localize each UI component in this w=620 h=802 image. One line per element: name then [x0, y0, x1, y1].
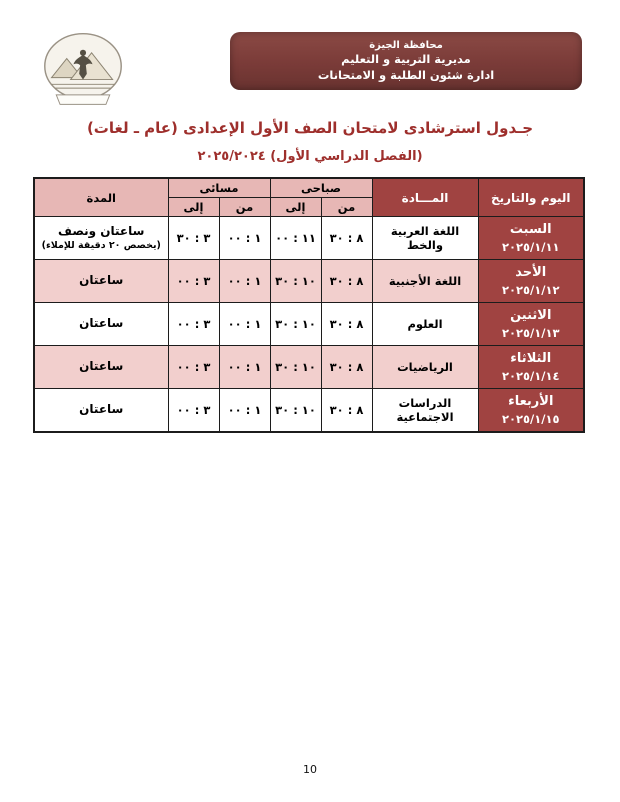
day-date-cell	[478, 303, 584, 346]
day-name: الأربعاء	[508, 393, 554, 409]
duration-cell	[34, 217, 168, 260]
banner-governorate: محافظة الجيزة	[369, 39, 443, 51]
day-date-cell	[478, 217, 584, 260]
col-header-day-date: اليوم والتاريخ	[478, 178, 584, 217]
banner-administration: ادارة شئون الطلبة و الامتحانات	[317, 67, 495, 82]
schedule-row-tuesday	[34, 346, 584, 389]
duration-text: ساعتان	[79, 316, 124, 331]
col-header-morning-from: من	[321, 198, 372, 217]
evening-from-cell: ١ : ٠٠	[219, 389, 270, 432]
morning-from-cell: ٨ : ٣٠	[321, 217, 372, 260]
col-header-duration: المدة	[34, 178, 168, 217]
day-date: ٢٠٢٥/١/١٢	[501, 283, 560, 298]
day-date: ٢٠٢٥/١/١٥	[501, 411, 560, 426]
duration-cell	[34, 303, 168, 346]
eagle-pyramids-emblem-icon	[40, 28, 126, 112]
day-name: الاثنين	[510, 307, 552, 323]
duration-note: (يخصص ٢٠ دقيقة للإملاء)	[41, 240, 161, 252]
evening-from-cell: ١ : ٠٠	[219, 217, 270, 260]
table-body	[34, 217, 584, 432]
day-date: ٢٠٢٥/١/١٣	[501, 326, 560, 341]
col-header-evening: مسائى	[168, 178, 270, 198]
schedule-row-monday	[34, 303, 584, 346]
evening-to-cell: ٣ : ٠٠	[168, 260, 219, 303]
ministry-banner	[230, 32, 582, 90]
duration-cell	[34, 389, 168, 432]
schedule-row-sunday	[34, 260, 584, 303]
day-date: ٢٠٢٥/١/١٤	[501, 369, 560, 384]
morning-to-cell: ١٠ : ٣٠	[270, 346, 321, 389]
schedule-row-saturday	[34, 217, 584, 260]
day-date-cell	[478, 260, 584, 303]
duration-text: ساعتان ونصف	[58, 223, 145, 238]
day-name: السبت	[509, 221, 552, 237]
document-header	[0, 28, 620, 118]
subject-cell: العلوم	[372, 303, 478, 346]
page-number: 10	[303, 763, 317, 776]
day-date: ٢٠٢٥/١/١١	[501, 240, 560, 255]
duration-cell	[34, 346, 168, 389]
duration-text: ساعتان	[79, 401, 124, 416]
subject-cell: الدراسات الاجتماعية	[372, 389, 478, 432]
schedule-row-wednesday	[34, 389, 584, 432]
morning-from-cell: ٨ : ٣٠	[321, 303, 372, 346]
morning-to-cell: ١١ : ٠٠	[270, 217, 321, 260]
table-header	[34, 178, 584, 217]
day-date-cell	[478, 389, 584, 432]
col-header-evening-from: من	[219, 198, 270, 217]
evening-from-cell: ١ : ٠٠	[219, 303, 270, 346]
banner-directorate: مديرية التربية و التعليم	[341, 52, 471, 67]
morning-to-cell: ١٠ : ٣٠	[270, 389, 321, 432]
governorate-logo	[40, 28, 126, 112]
col-header-evening-to: إلى	[168, 198, 219, 217]
evening-from-cell: ١ : ٠٠	[219, 346, 270, 389]
col-header-subject: المـــادة	[372, 178, 478, 217]
morning-from-cell: ٨ : ٣٠	[321, 346, 372, 389]
subject-cell: اللغة العربية والخط	[372, 217, 478, 260]
exam-schedule-table	[33, 177, 585, 433]
evening-to-cell: ٣ : ٠٠	[168, 389, 219, 432]
subject-cell: اللغة الأجنبية	[372, 260, 478, 303]
day-name: الثلاثاء	[510, 350, 552, 366]
morning-to-cell: ١٠ : ٣٠	[270, 303, 321, 346]
duration-cell	[34, 260, 168, 303]
duration-text: ساعتان	[79, 273, 124, 288]
evening-to-cell: ٣ : ٣٠	[168, 217, 219, 260]
morning-to-cell: ١٠ : ٣٠	[270, 260, 321, 303]
semester-subtitle: (الفصل الدراسي الأول) ٢٠٢٥/٢٠٢٤	[197, 149, 423, 164]
evening-to-cell: ٣ : ٠٠	[168, 303, 219, 346]
morning-from-cell: ٨ : ٣٠	[321, 389, 372, 432]
duration-text: ساعتان	[79, 359, 124, 374]
col-header-morning: صباحى	[270, 178, 372, 198]
schedule-title: جـدول استرشادى لامتحان الصف الأول الإعدادى (عام ـ لغات)	[86, 119, 534, 137]
evening-to-cell: ٣ : ٠٠	[168, 346, 219, 389]
day-name: الأحد	[515, 264, 547, 280]
col-header-morning-to: إلى	[270, 198, 321, 217]
morning-from-cell: ٨ : ٣٠	[321, 260, 372, 303]
subject-cell: الرياضيات	[372, 346, 478, 389]
day-date-cell	[478, 346, 584, 389]
evening-from-cell: ١ : ٠٠	[219, 260, 270, 303]
